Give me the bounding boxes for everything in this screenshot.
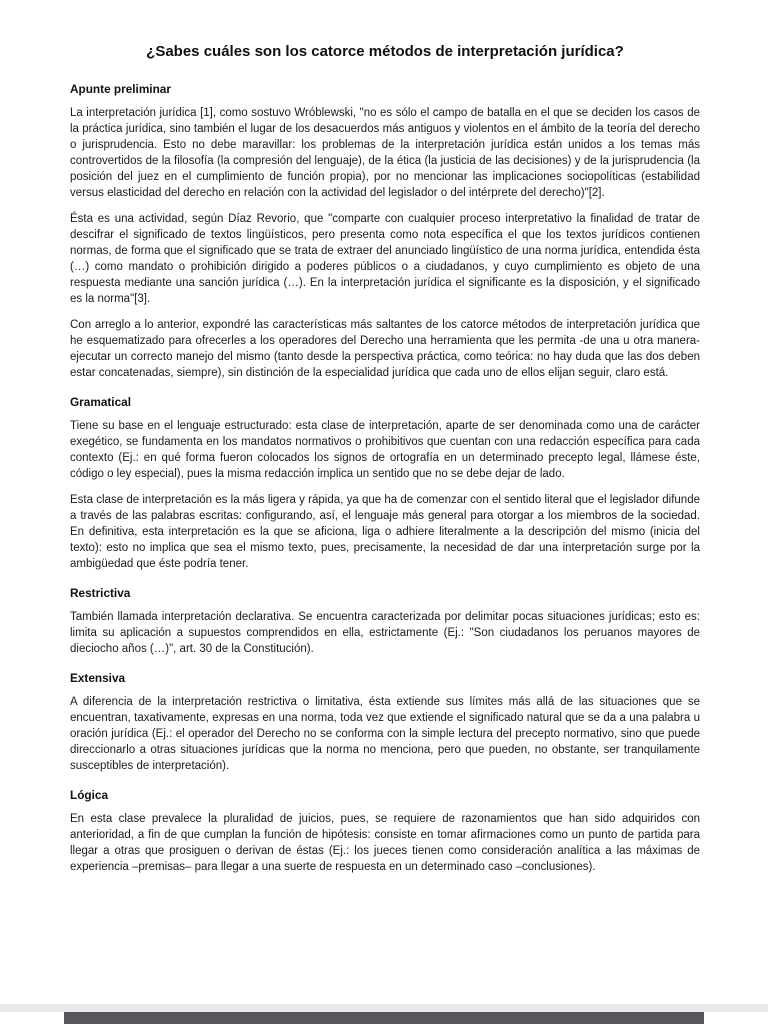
section-heading-logica: Lógica bbox=[70, 787, 109, 802]
paragraph: La interpretación jurídica [1], como sostuvo Wróblewski, "no es sólo el campo de batalla en el que se deciden los casos de la práctica jurídica, sino también el lugar de los desacuerdos más antiguos y violentos en el ámbito de la teoría del derecho o jurisprudencia. Esto no debe maravillar: los problemas de la interpretación jurídica están unidos a los temas más controvertidos de la filosofía (la compresión del lenguaje), de la ética (la justicia de las decisiones) y de la jurisprudencia (la posición del juez en el cumplimiento de función propia), por no mencionar las implicaciones sociopolíticas (estabilidad versus elasticidad del derecho en relación con la actividad del legislador o del intérprete del derecho)"[2]. bbox=[70, 106, 700, 199]
section-heading-apunte-preliminar: Apunte preliminar bbox=[70, 81, 171, 96]
paragraph: En esta clase prevalece la pluralidad de juicios, pues, se requiere de razonamientos que han sido adquiridos con anterioridad, a fin de que cumplan la función de hipótesis: consiste en tomar afirmaciones como un punto de partida para llegar a otras que prosiguen o derivan de éstas (Ej.: los jueces tienen como consideración analítica a las máximas de experiencia –premisas– para llegar a una suerte de respuesta en un determinado caso –conclusiones). bbox=[70, 812, 700, 873]
section-heading-extensiva: Extensiva bbox=[70, 670, 126, 685]
section-heading-gramatical: Gramatical bbox=[70, 394, 131, 409]
page-gap bbox=[0, 1004, 768, 1012]
paragraph: Con arreglo a lo anterior, expondré las características más saltantes de los catorce métodos de interpretación jurídica que he esquematizado para ofrecerles a los operadores del Derecho una herramienta que les permita -de una u otra manera- ejecutar un correcto manejo del mismo (tanto desde la perspectiva práctica, como teórica: no hay duda que las dos deben estar concatenadas, siempre), sin distinción de la especialidad jurídica que cada uno de ellos elijan seguir, claro está. bbox=[70, 318, 700, 379]
next-page-edge bbox=[64, 1012, 704, 1024]
document-title: ¿Sabes cuáles son los catorce métodos de interpretación jurídica? bbox=[146, 43, 624, 60]
paragraph: A diferencia de la interpretación restrictiva o limitativa, ésta extiende sus límites más allá de las situaciones que se encuentran, taxativamente, expresas en una norma, toda vez que extiende el significado natural que se da a una palabra u oración jurídica (Ej.: el operador del Derecho no se conforma con la simple lectura del precepto normativo, sino que puede direccionarlo a otras situaciones jurídicas que la norma no menciona, pero que pueden, no obstante, ser tranquilamente susceptibles de interpretación). bbox=[70, 695, 700, 772]
paragraph: También llamada interpretación declarativa. Se encuentra caracterizada por delimitar pocas situaciones jurídicas; esto es: limita su aplicación a supuestos comprendidos en ella, estrictamente (Ej.: "Son ciudadanos los peruanos mayores de dieciocho años (…)", art. 30 de la Constitución). bbox=[70, 610, 700, 655]
paragraph: Tiene su base en el lenguaje estructurado: esta clase de interpretación, aparte de ser denominada como una de carácter exegético, se fundamenta en los mandatos normativos o prohibitivos que cuentan con una redacción específica para cada contexto (Ej.: en qué forma fueron colocados los signos de ortografía en un determinado precepto legal, llámese éste, código o ley especial), pues la misma redacción implica un sentido que no se debe dejar de lado. bbox=[70, 419, 700, 480]
paragraph: Ésta es una actividad, según Díaz Revorio, que "comparte con cualquier proceso interpretativo la finalidad de tratar de descifrar el significado de textos lingüísticos, pero presenta como nota específica el que los textos jurídicos contienen normas, de forma que el significado que se trata de extraer del anunciado lingüístico de una norma jurídica, entendida ésta (…) como mandato o prohibición dirigido a poderes públicos o a ciudadanos, y cuyo cumplimiento es objeto de una respuesta mediante una sanción jurídica (…). En la interpretación jurídica el significante es la disposición, y el significado es la norma"[3]. bbox=[70, 212, 700, 305]
section-heading-restrictiva: Restrictiva bbox=[70, 585, 131, 600]
paragraph: Esta clase de interpretación es la más ligera y rápida, ya que ha de comenzar con el sentido literal que el legislador difunde a través de las palabras escritas: configurando, así, el lenguaje más general para otorgar a los miembros de la sociedad. En definitiva, esta interpretación es la que se aficiona, liga o adhiere literalmente a la descripción del mismo (inicia del texto): esto no implica que sea el mismo texto, pues, precisamente, la necesidad de dar una interpretación surge por la ambigüedad que éste podría tener. bbox=[70, 493, 700, 570]
